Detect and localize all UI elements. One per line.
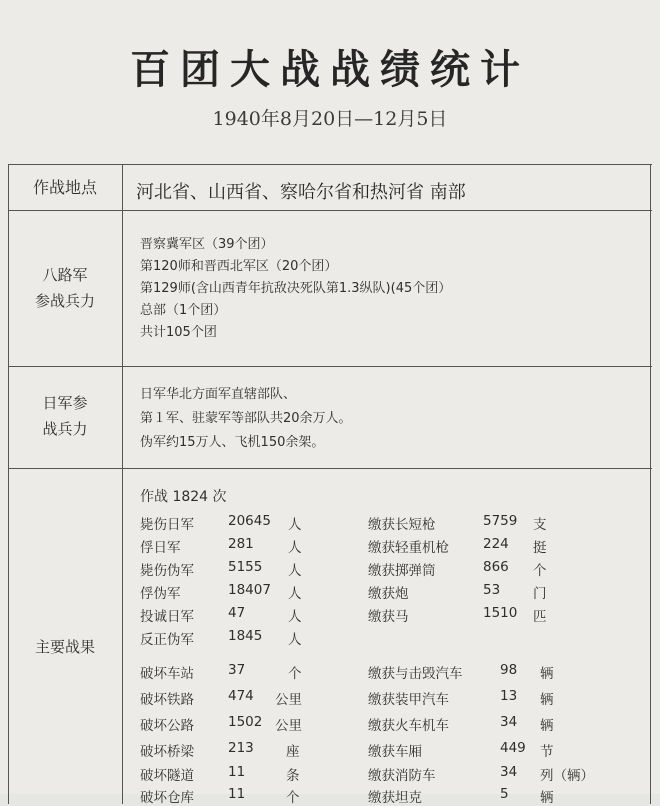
stat-number: 13 [500, 688, 518, 704]
japanese-line: 第１军、驻蒙军等部队共20余万人。 [140, 411, 352, 426]
table-left-border [8, 164, 9, 804]
stat-name: 破坏桥梁 [140, 744, 194, 760]
stat-number: 1845 [228, 628, 263, 644]
stat-unit: 公里 [275, 718, 302, 734]
stat-name: 缴获马 [368, 609, 409, 625]
japanese-line: 伪军约15万人、飞机150余架。 [140, 435, 325, 450]
location-label: 作战地点 [32, 178, 97, 197]
stat-name: 破坏隧道 [140, 768, 194, 784]
stat-number: 449 [500, 740, 526, 756]
stat-name: 缴获轻重机枪 [368, 540, 449, 556]
stat-unit: 门 [533, 586, 547, 602]
stat-number: 474 [228, 688, 254, 704]
stat-unit: 人 [288, 586, 302, 602]
stat-unit: 个 [286, 790, 300, 806]
location-value: 河北省、山西省、察哈尔省和热河省 南部 [136, 182, 466, 203]
stat-number: 11 [228, 764, 246, 780]
stat-unit: 挺 [533, 540, 547, 556]
stat-unit: 人 [288, 563, 302, 579]
eighth-route-line: 晋察冀军区（39个团） [140, 237, 274, 252]
stat-unit: 辆 [540, 790, 554, 806]
stat-name: 缴获长短枪 [368, 517, 436, 533]
page-subtitle: 1940年8月20日—12月5日 [212, 108, 448, 130]
stat-unit: 人 [288, 632, 302, 648]
stat-unit: 人 [288, 540, 302, 556]
stat-number: 5759 [483, 513, 518, 529]
stat-name: 毙伤伪军 [140, 563, 194, 579]
stat-number: 1502 [228, 714, 263, 730]
stat-unit: 支 [533, 517, 547, 533]
stat-name: 破坏车站 [140, 666, 194, 682]
japanese-line: 日军华北方面军直辖部队、 [140, 387, 297, 402]
stat-unit: 个 [288, 666, 302, 682]
stat-unit: 个 [533, 563, 547, 579]
stat-number: 34 [500, 764, 518, 780]
stat-name: 缴获装甲汽车 [368, 692, 449, 708]
stat-number: 1510 [483, 605, 518, 621]
row-divider [8, 366, 652, 367]
eighth-route-line: 第129师(含山西青年抗敌决死队第1.3纵队)(45个团） [140, 281, 452, 296]
stat-number: 866 [483, 559, 509, 575]
stat-unit: 辆 [540, 718, 554, 734]
stat-name: 毙伤日军 [140, 517, 194, 533]
stat-unit: 匹 [533, 609, 547, 625]
stat-name: 俘伪军 [140, 586, 181, 602]
japanese-label-line2: 战兵力 [42, 420, 88, 438]
stat-name: 缴获火车机车 [368, 718, 449, 734]
stat-number: 11 [228, 786, 246, 802]
stat-name: 缴获炮 [368, 586, 409, 602]
stat-name: 投诚日军 [140, 609, 194, 625]
stat-unit: 条 [286, 768, 300, 784]
stat-unit: 座 [286, 744, 300, 760]
column-divider [122, 164, 123, 804]
stat-name: 破坏铁路 [140, 692, 194, 708]
stat-number: 98 [500, 662, 518, 678]
stat-name: 破坏仓库 [140, 790, 194, 806]
stat-unit: 辆 [540, 666, 554, 682]
stat-number: 281 [228, 536, 254, 552]
row-divider [8, 468, 652, 469]
row-divider [8, 210, 652, 211]
table-right-border [650, 164, 651, 804]
stat-name: 俘日军 [140, 540, 181, 556]
stat-number: 18407 [228, 582, 271, 598]
stat-number: 224 [483, 536, 509, 552]
stat-name: 缴获消防车 [368, 768, 436, 784]
eighth-route-line: 第120师和晋西北军区（20个团） [140, 259, 338, 274]
eighth-route-line: 总部（1个团） [140, 303, 227, 318]
eighth-route-line: 共计105个团 [140, 325, 217, 340]
stat-name: 缴获车厢 [368, 744, 422, 760]
battles-count: 作战 1824 次 [140, 489, 227, 505]
stat-number: 34 [500, 714, 518, 730]
stat-unit: 公里 [275, 692, 302, 708]
stat-number: 37 [228, 662, 246, 678]
stat-number: 5155 [228, 559, 263, 575]
japanese-label-line1: 日军参 [42, 394, 88, 412]
stat-number: 213 [228, 740, 254, 756]
table-top-border [8, 164, 652, 165]
stat-unit: 辆 [540, 692, 554, 708]
stat-name: 缴获坦克 [368, 790, 422, 806]
stat-name: 破坏公路 [140, 718, 194, 734]
stat-unit: 列（辆） [540, 768, 594, 784]
stat-number: 53 [483, 582, 501, 598]
page-title: 百团大战战绩统计 [130, 46, 530, 93]
stat-name: 反正伪军 [140, 632, 194, 648]
eighth-route-label-line2: 参战兵力 [34, 292, 95, 310]
stat-unit: 人 [288, 517, 302, 533]
stat-number: 5 [500, 786, 509, 802]
stat-name: 缴获掷弹筒 [368, 563, 436, 579]
eighth-route-label-line1: 八路军 [42, 266, 88, 284]
results-label: 主要战果 [34, 638, 95, 656]
stat-number: 20645 [228, 513, 271, 529]
stat-unit: 人 [288, 609, 302, 625]
stat-unit: 节 [540, 744, 554, 760]
stat-number: 47 [228, 605, 246, 621]
stat-name: 缴获与击毁汽车 [368, 666, 463, 682]
